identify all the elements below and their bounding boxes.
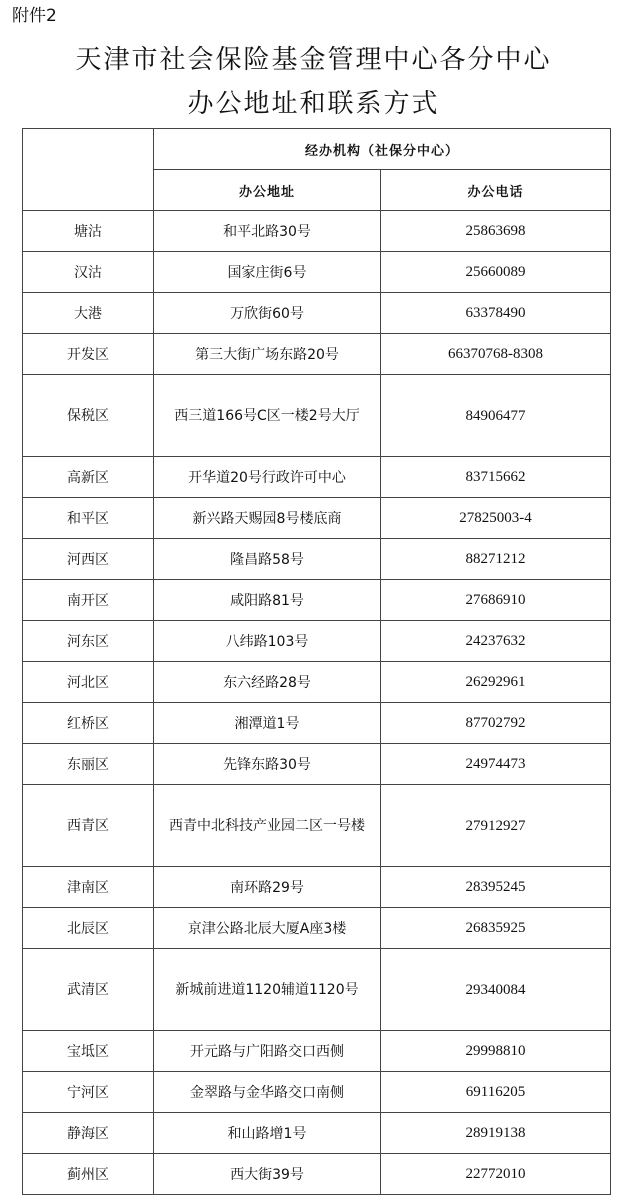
district-cell: 和平区 xyxy=(23,498,154,539)
table-row xyxy=(23,1113,611,1154)
address-column-header: 办公地址 xyxy=(154,170,381,211)
table-row xyxy=(23,1072,611,1113)
address-cell: 金翠路与金华路交口南侧 xyxy=(154,1072,381,1113)
district-cell: 河北区 xyxy=(23,662,154,703)
address-cell: 开华道20号行政许可中心 xyxy=(154,457,381,498)
address-cell: 新城前进道1120辅道1120号 xyxy=(154,949,381,1031)
address-cell: 先锋东路30号 xyxy=(154,744,381,785)
district-cell: 蓟州区 xyxy=(23,1154,154,1195)
district-cell: 北辰区 xyxy=(23,908,154,949)
district-cell: 静海区 xyxy=(23,1113,154,1154)
phone-cell: 24974473 xyxy=(381,744,611,785)
address-cell: 第三大街广场东路20号 xyxy=(154,334,381,375)
office-contact-table xyxy=(22,128,611,1195)
phone-column-header: 办公电话 xyxy=(381,170,611,211)
table-row xyxy=(23,211,611,252)
table-row xyxy=(23,498,611,539)
district-cell: 东丽区 xyxy=(23,744,154,785)
address-cell: 国家庄街6号 xyxy=(154,252,381,293)
phone-cell: 27686910 xyxy=(381,580,611,621)
address-cell: 和山路增1号 xyxy=(154,1113,381,1154)
phone-cell: 87702792 xyxy=(381,703,611,744)
district-cell: 津南区 xyxy=(23,867,154,908)
address-cell: 和平北路30号 xyxy=(154,211,381,252)
table-row xyxy=(23,785,611,867)
district-cell: 河东区 xyxy=(23,621,154,662)
table-row xyxy=(23,580,611,621)
table-row xyxy=(23,949,611,1031)
phone-cell: 27912927 xyxy=(381,785,611,867)
phone-cell: 26835925 xyxy=(381,908,611,949)
address-cell: 西青中北科技产业园二区一号楼 xyxy=(154,785,381,867)
table-row xyxy=(23,539,611,580)
phone-cell: 29340084 xyxy=(381,949,611,1031)
table-row xyxy=(23,375,611,457)
table-row xyxy=(23,744,611,785)
district-cell: 汉沽 xyxy=(23,252,154,293)
table-row xyxy=(23,457,611,498)
address-cell: 开元路与广阳路交口西侧 xyxy=(154,1031,381,1072)
phone-cell: 69116205 xyxy=(381,1072,611,1113)
address-cell: 新兴路天赐园8号楼底商 xyxy=(154,498,381,539)
table-row xyxy=(23,908,611,949)
group-header: 经办机构（社保分中心） xyxy=(154,129,611,170)
district-cell: 塘沽 xyxy=(23,211,154,252)
phone-cell: 25660089 xyxy=(381,252,611,293)
table-header-row xyxy=(23,129,611,170)
district-cell: 宝坻区 xyxy=(23,1031,154,1072)
address-cell: 西三道166号C区一楼2号大厅 xyxy=(154,375,381,457)
phone-cell: 63378490 xyxy=(381,293,611,334)
phone-cell: 84906477 xyxy=(381,375,611,457)
table-row xyxy=(23,1154,611,1195)
phone-cell: 29998810 xyxy=(381,1031,611,1072)
address-cell: 万欣街60号 xyxy=(154,293,381,334)
table-row xyxy=(23,662,611,703)
district-cell: 武清区 xyxy=(23,949,154,1031)
district-cell: 高新区 xyxy=(23,457,154,498)
address-cell: 东六经路28号 xyxy=(154,662,381,703)
address-cell: 咸阳路81号 xyxy=(154,580,381,621)
phone-cell: 88271212 xyxy=(381,539,611,580)
phone-cell: 83715662 xyxy=(381,457,611,498)
district-cell: 宁河区 xyxy=(23,1072,154,1113)
district-cell: 河西区 xyxy=(23,539,154,580)
table-row xyxy=(23,1031,611,1072)
district-header-cell xyxy=(23,129,154,211)
phone-cell: 28919138 xyxy=(381,1113,611,1154)
table-row xyxy=(23,867,611,908)
page-title: 天津市社会保险基金管理中心各分中心 xyxy=(75,45,552,75)
table-row xyxy=(23,293,611,334)
district-cell: 大港 xyxy=(23,293,154,334)
page-subtitle: 办公地址和联系方式 xyxy=(187,89,440,119)
district-cell: 西青区 xyxy=(23,785,154,867)
address-cell: 京津公路北辰大厦A座3楼 xyxy=(154,908,381,949)
phone-cell: 22772010 xyxy=(381,1154,611,1195)
attachment-label: 附件2 xyxy=(12,6,57,26)
phone-cell: 24237632 xyxy=(381,621,611,662)
table-row xyxy=(23,703,611,744)
address-cell: 湘潭道1号 xyxy=(154,703,381,744)
phone-cell: 27825003-4 xyxy=(381,498,611,539)
table-row xyxy=(23,621,611,662)
table-row xyxy=(23,334,611,375)
phone-cell: 66370768-8308 xyxy=(381,334,611,375)
table-row xyxy=(23,252,611,293)
district-cell: 红桥区 xyxy=(23,703,154,744)
phone-cell: 28395245 xyxy=(381,867,611,908)
address-cell: 南环路29号 xyxy=(154,867,381,908)
phone-cell: 25863698 xyxy=(381,211,611,252)
address-cell: 八纬路103号 xyxy=(154,621,381,662)
district-cell: 开发区 xyxy=(23,334,154,375)
address-cell: 西大街39号 xyxy=(154,1154,381,1195)
table-body xyxy=(23,211,611,1195)
district-cell: 南开区 xyxy=(23,580,154,621)
address-cell: 隆昌路58号 xyxy=(154,539,381,580)
district-cell: 保税区 xyxy=(23,375,154,457)
phone-cell: 26292961 xyxy=(381,662,611,703)
